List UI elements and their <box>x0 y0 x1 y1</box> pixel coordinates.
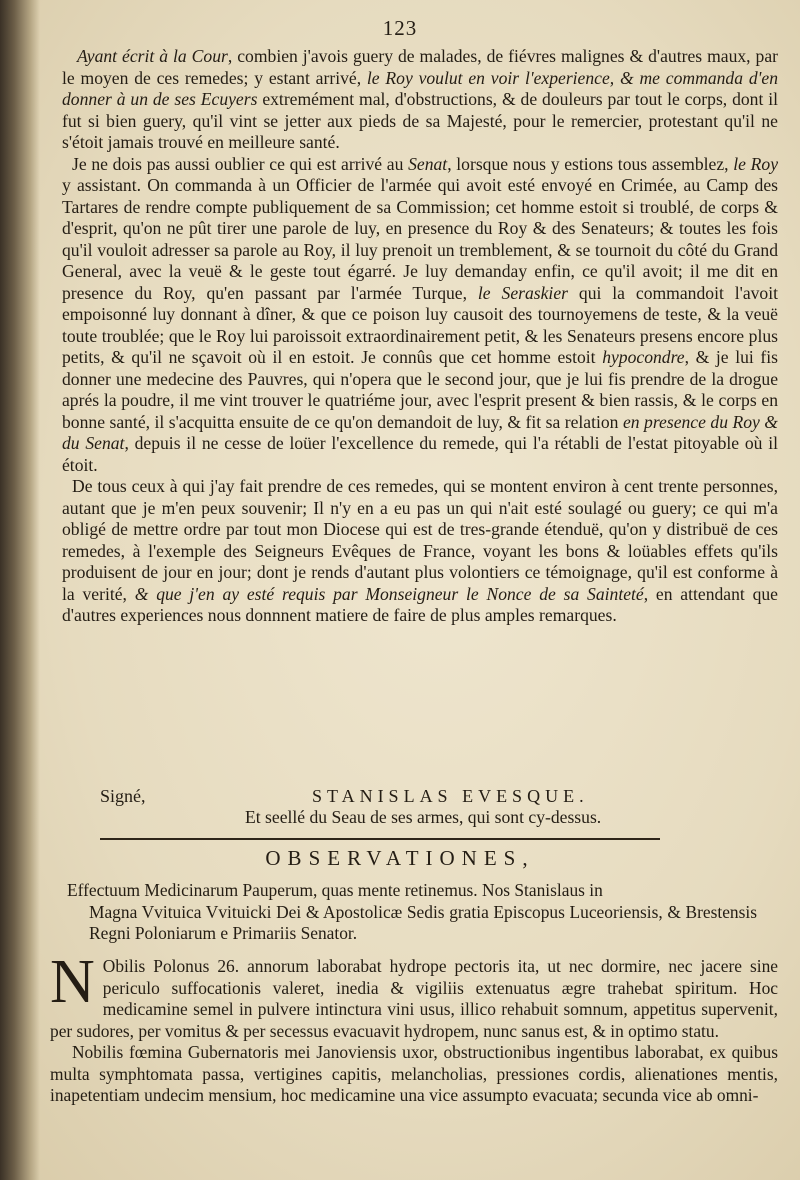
text-run: , depuis il ne cesse de loüer l'excellence du remede, qui l'a rétabli de l'estat pitoyable où il étoit. <box>62 433 778 475</box>
text-run: y assistant. On commanda à un Officier de l'armée qui avoit esté envoyé en Crimée, au Camp des Tartares de rendre compte publiquement de sa Commission; cet homme estoit si troublé, de corps & d'esprit, qu'on ne pût tirer une parole de luy, en presence du Roy & des Senateurs; & toutes les fois qu'il vouloit adresser sa parole au Roy, il luy prenoit un tremblement, & se tournoit du côté du Grand General, avec la veuë & le geste tout égarré. Je luy demanday enfin, ce qu'il avoit; il me dit en presence du Roy, qu'en passant par l'armée Turque, <box>62 175 778 303</box>
effectuum-continuation: Magna Vvituica Vvituicki Dei & Apostolicæ Sedis gratia Episcopus Luceoriensis, & Brestensis Regni Poloniarum e Primariis Senator. <box>89 901 757 943</box>
observations-heading: OBSERVATIONES, <box>265 846 535 870</box>
italic-run: Ayant écrit à la Cour <box>77 46 228 66</box>
effectuum-intro <box>67 880 757 945</box>
text-run: , combien j'avois guery de malades, de fiévres malignes & d'autres maux, par le moyen de ces remedes; y estant arrivé, <box>62 46 778 88</box>
seal-line: Et seellé du Seau de ses armes, qui sont cy-dessus. <box>245 807 602 827</box>
text-run: Je ne dois pas aussi oublier ce qui est arrivé au <box>72 153 409 174</box>
page-number: 123 <box>382 16 418 40</box>
paragraph-2 <box>62 154 778 477</box>
italic-run: & que j'en ay esté requis par Monseigneur le Nonce de sa Sainteté <box>134 583 644 604</box>
signed-label: Signé, <box>100 786 146 806</box>
italic-run: en presence du Roy & du Senat <box>62 411 778 453</box>
latin-paragraph-2: Nobilis fœmina Gubernatoris mei Janoviensis uxor, obstructionibus ingentibus laborabat, ex quibus multa symphtomata passa, vertigines capitis, melancholias, pressiones cordis, alienationes mentis, inapetentiam undecim mensium, hoc medicamine una vice assumpto evacuata; secunda vice ab omni- <box>50 1042 778 1105</box>
italic-run: hypocondre <box>602 347 685 367</box>
italic-run: le Roy <box>733 153 779 174</box>
paragraph-3 <box>62 476 778 627</box>
text-run: , en attendant que d'autres experiences nous donnnent matiere de faire de plus amples remarques. <box>62 583 778 625</box>
text-run: De tous ceux à qui j'ay fait prendre de ces remedes, qui se montent environ à cent trente personnes, autant que je m'en peux souvenir; Il n'y en a eu pas un qui n'ait esté soulagé ou guery; ce qui m'a obligé de mettre ordre par tout mon Diocese qui est de tres-grande étenduë, qu'on y distribuë de ces remedes, à l'exemple des Seigneurs Evêques de France, voyant les bons & loüables effets qu'ils produisent de jour en jour; dont je rends d'autant plus volontiers ce témoignage, qu'il est conforme à la verité, <box>62 476 778 604</box>
latin-text-body <box>50 948 778 1107</box>
italic-run: Senat <box>408 153 448 174</box>
binding-gutter <box>0 0 40 1180</box>
signer-name: STANISLAS EVESQUE. <box>312 786 589 806</box>
section-divider <box>100 838 660 840</box>
paragraph-1 <box>62 46 778 154</box>
drop-cap: N <box>50 948 95 1016</box>
latin-paragraph-1: Obilis Polonus 26. annorum laborabat hydrope pectoris ita, ut nec dormire, nec jacere sine periculo suffocationis valeret, inedia & vigiliis extenuatus ægre trahebat spiritum. Hoc medicamine semel in pulvere intinctura vini usus, illico rehabuit somnum, appetitus supervenit, per sudores, per vomitus & per secessus evacuavit hydropem, nunc sanus est, & in optimo statu. <box>50 956 778 1041</box>
french-text-body <box>62 46 778 627</box>
text-run: extremément mal, d'obstructions, & de douleurs par tout le corps, dont il fut si bien guery, qu'il vint se jetter aux pieds de sa Majesté, pour le remercier, protestant qu'il ne s'étoit jamais trouvé en meilleure santé. <box>62 89 779 152</box>
italic-run: le Seraskier <box>477 282 568 303</box>
text-run: qui la commandoit l'avoit empoisonné luy donnant à dîner, & que ce poison luy causoit des tournoyemens de teste, & la veuë toute troublée; que le Roy lui paroissoit extraordinairement petit, & les Senateurs presens encore plus petits, & qu'il ne sçavoit où il en estoit. Je connûs que cet homme estoit <box>62 282 778 367</box>
italic-run: le Roy voulut en voir l'experience, & me commanda d'en donner à un de ses Ecuyers <box>62 67 778 109</box>
effectuum-line-1: Effectuum Medicinarum Pauperum, quas mente retinemus. Nos Stanislaus in <box>67 880 603 900</box>
text-run: , lorsque nous y estions tous assemblez, <box>447 153 734 174</box>
text-run: , & je lui fis donner une medecine des Pauvres, qui n'opera que le second jour, que je lui fis prendre de la drogue aprés la poudre, il me vint trouver le quatriéme jour, avec l'esprit present & bien rassis, & le corps en bonne santé, il s'acquitta ensuite de ce qu'on demandoit de luy, & fit sa relation <box>62 347 778 432</box>
